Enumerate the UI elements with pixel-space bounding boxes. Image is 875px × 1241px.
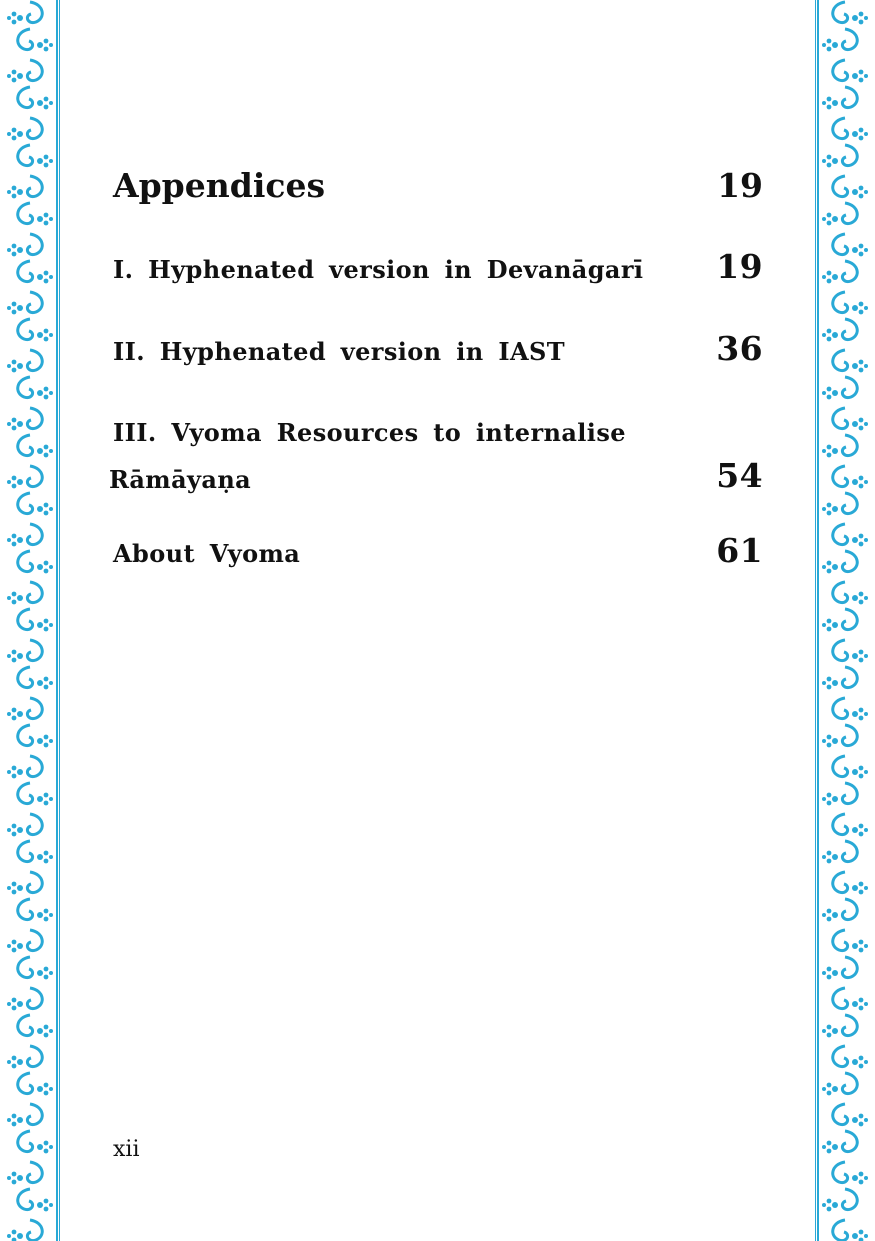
toc-heading-appendices[interactable] — [113, 166, 763, 205]
toc-heading-page: 19 — [717, 166, 763, 205]
toc-entry-title-line1: III. Vyoma Resources to internalise — [113, 418, 626, 447]
toc-entry-title: II. Hyphenated version in IAST — [113, 337, 566, 366]
toc-entry-vyoma-resources[interactable] — [109, 418, 763, 495]
toc-entry-iast[interactable] — [113, 329, 763, 368]
scroll-border-icon — [815, 0, 875, 1241]
scroll-border-icon — [0, 0, 60, 1241]
toc-entry-page: 36 — [716, 329, 763, 368]
toc-entry-page: 54 — [716, 456, 763, 495]
right-ornamental-border — [815, 0, 875, 1241]
toc-entry-title: About Vyoma — [113, 539, 301, 568]
toc-entry-page: 19 — [716, 247, 763, 286]
toc-entry-title: I. Hyphenated version in Devanāgarī — [113, 255, 644, 284]
toc-entry-title-line2: Rāmāyaṇa — [109, 465, 252, 494]
left-ornamental-border — [0, 0, 60, 1241]
page-number: xii — [113, 1137, 140, 1162]
toc-heading-title: Appendices — [113, 166, 326, 205]
toc-entry-about-vyoma[interactable] — [113, 531, 763, 570]
toc-entry-devanagari[interactable] — [113, 247, 763, 286]
toc-entry-page: 61 — [716, 531, 763, 570]
